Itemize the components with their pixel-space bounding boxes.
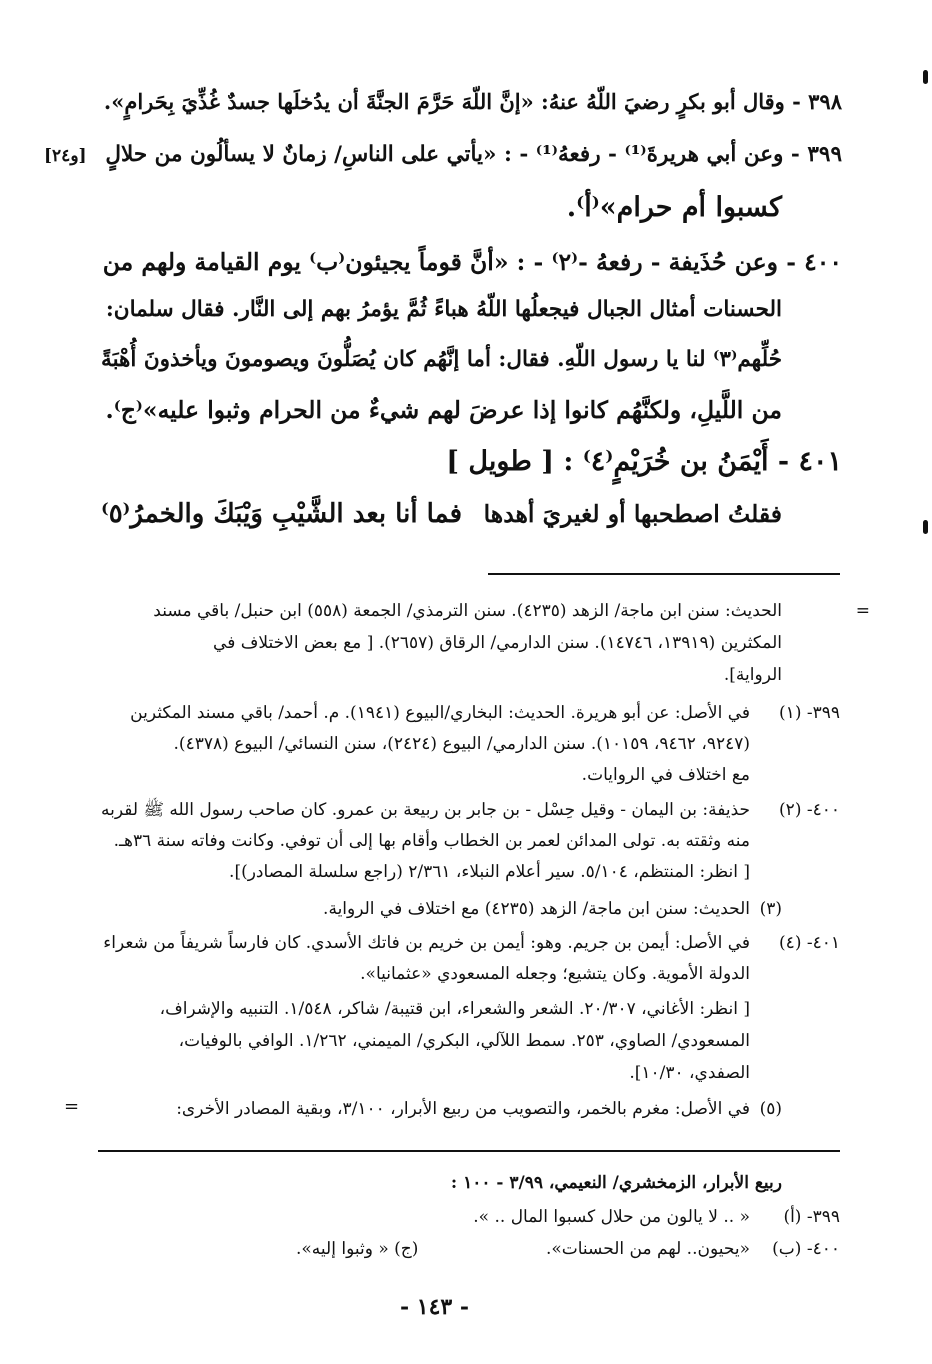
footnote-line: حذيفة: بن اليمان - وقيل حِسْل - بن جابر بن ربيعة بن عمرو. كان صاحب رسول الله ﷺ لقربه (101, 800, 750, 820)
footnote-line: الرواية]. (723, 665, 782, 685)
source-heading: ربيع الأبرار، الزمخشري/ النعيمي، ٣/٩٩ - ١٠٠ : (450, 1173, 782, 1193)
page-number: - ١٤٣ - (400, 1294, 470, 1320)
footnote-line: منه وثقته به. تولى المدائن لعمر بن الخطاب وأقام بها إلى أن توفي. وكانت وفاته سنة ٣٦هـ. (113, 831, 750, 851)
footnote-line: في الأصل: أيمن بن جريم. وهو: أيمن بن خريم بن فاتك الأسدي. كان فارساً شريفاً من شعراء (103, 933, 750, 953)
poem-401-heading: ٤٠١ - أَيْمَنُ بن خُرَيْمٍ⁽٤⁾ : [ طويل ] (446, 446, 842, 477)
footnote-line: [ انظر: المنتظم، ٥/١٠٤. سير أعلام النبلاء، ٢/٣٦١ (راجع سلسلة المصادر)]. (229, 862, 750, 882)
footnote-line: (٩٢٤٧، ٩٤٦٢، ١٠١٥٩). سنن الدارمي/ البيوع (٢٤٢٤)، سنن النسائي/ البيوع (٤٣٧٨). (173, 734, 750, 754)
footnote-number: (٣) (759, 899, 782, 919)
verse-second-hemistich: فما أنا بعد الشَّيْبِ وَيْبَكَ والخمرُ⁽٥⁾ (100, 499, 462, 529)
source-variant-number: ٣٩٩- (أ) (783, 1207, 840, 1227)
margin-mark (923, 70, 928, 84)
footnote-line: المكثرين (١٣٩١٩، ١٤٧٤٦). سنن الدارمي/ الرقاق (٢٦٥٧). [ مع بعض الاختلاف في (213, 633, 782, 653)
footnote-number: ٣٩٩- (١) (779, 703, 840, 723)
footnote-line: مع اختلاف في الروايات. (581, 765, 750, 785)
hadith-399-line2: كسبوا أم حرام»⁽أ⁾. (566, 192, 782, 223)
margin-folio-ref: [و٢٤] (44, 146, 87, 166)
footnote-line: في الأصل: مغرم بالخمر، والتصويب من ربيع الأبرار، ٣/١٠٠، وبقية المصادر الأخرى: (176, 1099, 750, 1119)
footnote-number: ٤٠١- (٤) (779, 933, 840, 953)
footnote-line: الصفدي، ١٠/٣٠]. (629, 1063, 750, 1083)
footnote-separator (488, 573, 840, 575)
hadith-398: ٣٩٨ - وقال أبو بكرٍ رضيَ اللّهُ عنهُ: «إنَّ اللّهَ حَرَّمَ الجنَّةَ أن يدُخلَها جسدٌ غُذِّيَ بِحَرامٍ». (103, 89, 842, 114)
footnote-line: الحديث: سنن ابن ماجة/ الزهد (٤٢٣٥). سنن الترمذي/ الجمعة (٥٥٨) ابن حنبل/ باقي مسند (153, 601, 782, 621)
footnote-line: [ انظر: الأغاني، ٢٠/٣٠٧. الشعر والشعراء، ابن قتيبة/ شاكر، ١/٥٤٨. التنبيه والإشراف، (159, 999, 750, 1019)
footnote-line: في الأصل: عن أبو هريرة. الحديث: البخاري/البيوع (١٩٤١). م. أحمد/ باقي مسند المكثرين (130, 703, 750, 723)
footnote-line: الحديث: سنن ابن ماجة/ الزهد (٤٢٣٥) مع اختلاف في الرواية. (323, 899, 750, 919)
footnote-number: ٤٠٠- (٢) (779, 800, 840, 820)
source-variant: (ج) « وثبوا إليه». (296, 1239, 419, 1259)
footnote-number: (٥) (759, 1099, 782, 1119)
footnote-line: المسعودي/ الصاوي، ٢٥٣. سمط اللآلي، البكري/ الميمني، ١/٢٦٢. الوافي بالوفيات، (178, 1031, 750, 1051)
verse-first-hemistich: فقلتُ اصطحبها أو لغيريَ أهدها (483, 500, 782, 528)
source-variant: « .. لا يالون من حلال كسبوا المال .. ». (473, 1207, 750, 1227)
hadith-400-line1: ٤٠٠ - وعن حُذَيفة - رفعهُ -⁽٢⁾ - : «أنَّ قوماً يجيئون⁽ب⁾ يوم القيامة ولهم من (102, 248, 842, 276)
footnote-number: = (855, 601, 870, 621)
hadith-400-line4: من اللَّيلِ، ولكنَّهُم كانوا إذا عرضَ لهم شيءٌ من الحرام وثبوا عليه»⁽ج⁾. (105, 396, 782, 424)
hadith-400-line3: حُلِّهم⁽٣⁾ لنا يا رسول اللّهِ. فقال: أما إنَّهُم كان يُصَلُّونَ ويصومونَ ويأخذونَ أُهْبَةً (101, 347, 782, 372)
source-variant: «يحيون.. لهم من الحسنات». (545, 1239, 750, 1259)
margin-mark (923, 520, 928, 534)
source-variant-number: ٤٠٠- (ب) (772, 1239, 840, 1259)
footnote-line: الدولة الأموية. وكان يتشيع؛ وجعله المسعودي «عثمانيا». (360, 964, 750, 984)
hadith-399-line1: ٣٩٩ - وعن أبي هريرةَ⁽¹⁾ - رفعهُ⁽¹⁾ - : «يأتي على الناسِ/ زمانٌ لا يسألُون من حلالٍ (105, 142, 842, 167)
hadith-400-line2: الحسنات أمثال الجبال فيجعلُها اللّهُ هباءً ثُمَّ يؤمرُ بهم إلى النَّار. فقال سلمان: (105, 297, 782, 322)
continuation-mark: = (64, 1096, 80, 1117)
source-separator (98, 1150, 840, 1152)
